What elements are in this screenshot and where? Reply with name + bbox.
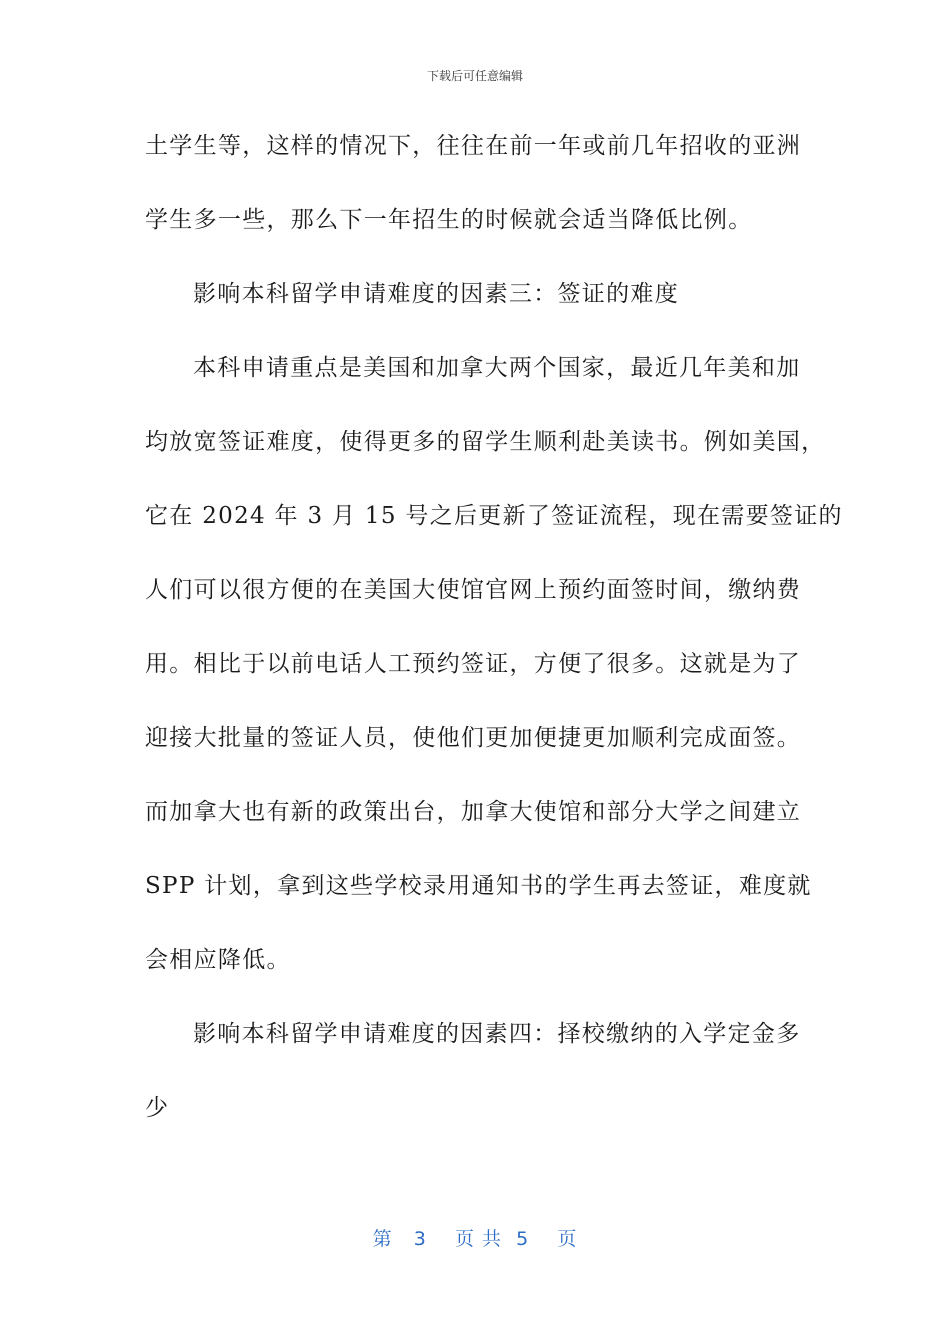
text-line: 学生多一些，那么下一年招生的时候就会适当降低比例。	[145, 207, 753, 233]
section-heading: 影响本科留学申请难度的因素四：择校缴纳的入学定金多	[193, 1021, 801, 1047]
document-body	[145, 121, 843, 1157]
text-line: 本科申请重点是美国和加拿大两个国家，最近几年美和加	[193, 355, 801, 381]
text-line: 而加拿大也有新的政策出台，加拿大使馆和部分大学之间建立	[145, 799, 802, 825]
page-header: 下载后可任意编辑	[426, 69, 523, 83]
text-line: SPP 计划，拿到这些学校录用通知书的学生再去签证，难度就	[145, 873, 812, 899]
page-number-footer: 第 3 页 共 5 页	[372, 1228, 578, 1250]
text-line: 迎接大批量的签证人员，使他们更加便捷更加顺利完成面签。	[145, 725, 802, 751]
section-heading: 影响本科留学申请难度的因素三：签证的难度	[193, 281, 679, 307]
text-line: 均放宽签证难度，使得更多的留学生顺利赴美读书。例如美国，	[145, 429, 826, 455]
text-line: 少	[145, 1095, 170, 1121]
text-line: 用。相比于以前电话人工预约签证，方便了很多。这就是为了	[145, 651, 802, 677]
text-line: 土学生等，这样的情况下，往往在前一年或前几年招收的亚洲	[145, 133, 802, 159]
text-line: 它在 2024 年 3 月 15 号之后更新了签证流程，现在需要签证的	[145, 503, 843, 529]
text-line: 会相应降低。	[145, 947, 291, 973]
text-line: 人们可以很方便的在美国大使馆官网上预约面签时间，缴纳费	[145, 577, 802, 603]
